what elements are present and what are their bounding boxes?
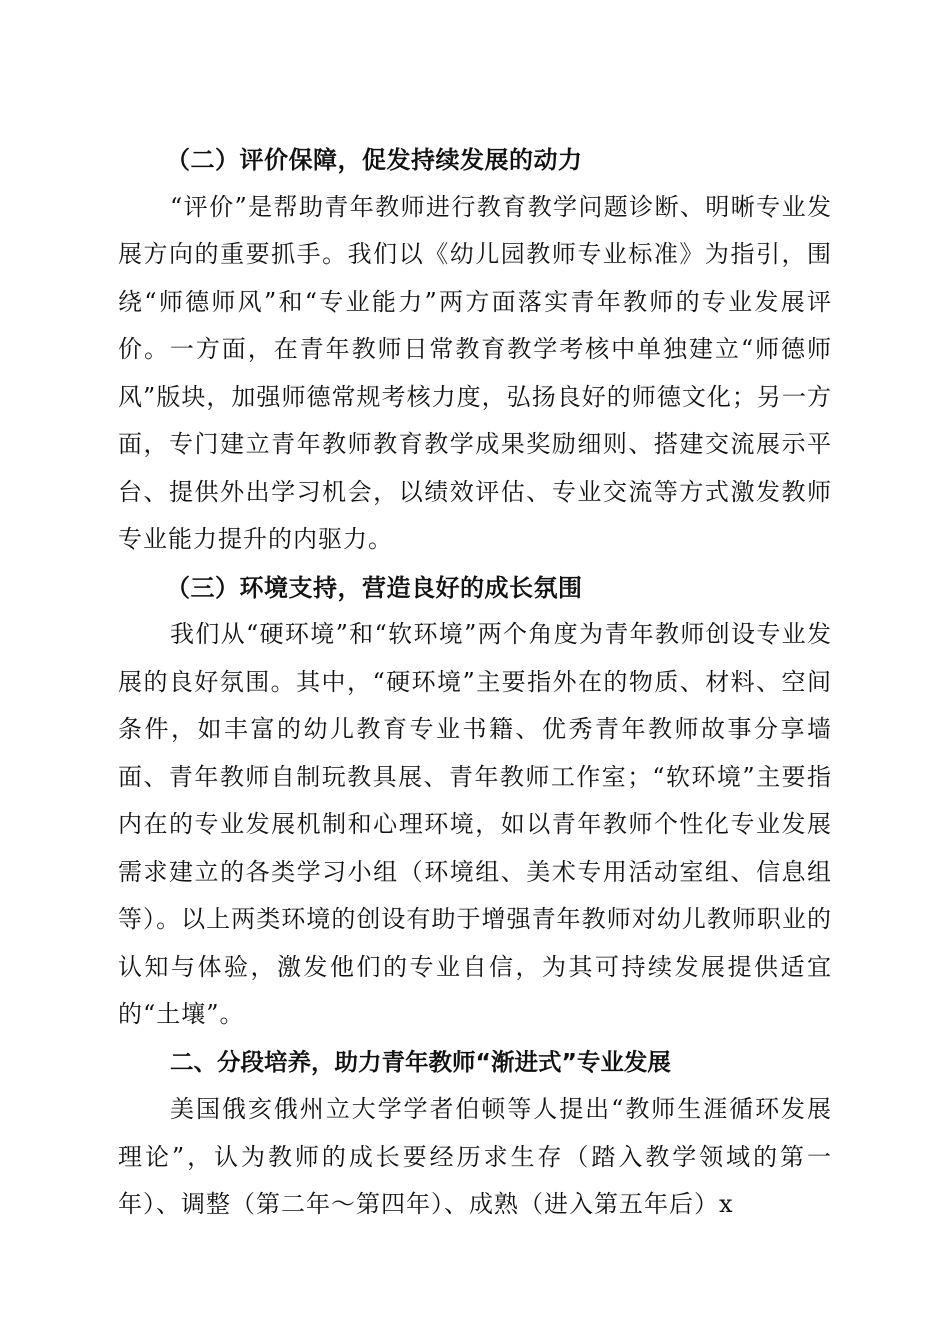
paragraph-environment: 我们从“硬环境”和“软环境”两个角度为青年教师创设专业发展的良好氛围。其中，“硬环境”主要指外在的物质、材料、空间条件，如丰富的幼儿教育专业书籍、优秀青年教师故事分享墙面、青年教师自制玩教具展、青年教师工作室；“软环境”主要指内在的专业发展机制和心理环境，如以青年教师个性化专业发展需求建立的各类学习小组（环境组、美术专用活动室组、信息组等）。以上两类环境的创设有助于增强青年教师对幼儿教师职业的认知与体验，激发他们的专业自信，为其可持续发展提供适宜的“土壤”。 [118, 620, 832, 1028]
paragraph-career-cycle: 美国俄亥俄州立大学学者伯顿等人提出“教师生涯循环发展理论”，认为教师的成长要经历求生存（踏入教学领域的第一年）、调整（第二年～第四年）、成熟（进入第五年后）x [118, 1095, 832, 1218]
section-heading-staged-training: 二、分段培养，助力青年教师“渐进式”专业发展 [170, 1047, 671, 1076]
paragraph-evaluation: “评价”是帮助青年教师进行教育教学问题诊断、明晰专业发展方向的重要抓手。我们以《幼儿园教师专业标准》为指引，围绕“师德师风”和“专业能力”两方面落实青年教师的专业发展评价。一方面，在青年教师日常教育教学考核中单独建立“师德师风”版块，加强师德常规考核力度，弘扬良好的师德文化；另一方面，专门建立青年教师教育教学成果奖励细则、搭建交流展示平台、提供外出学习机会，以绩效评估、专业交流等方式激发教师专业能力提升的内驱力。 [118, 192, 832, 553]
subsection-heading-environment: （三）环境支持，营造良好的成长氛围 [166, 572, 583, 602]
subsection-heading-evaluation: （二）评价保障，促发持续发展的动力 [166, 145, 583, 174]
document-body [118, 136, 832, 1229]
